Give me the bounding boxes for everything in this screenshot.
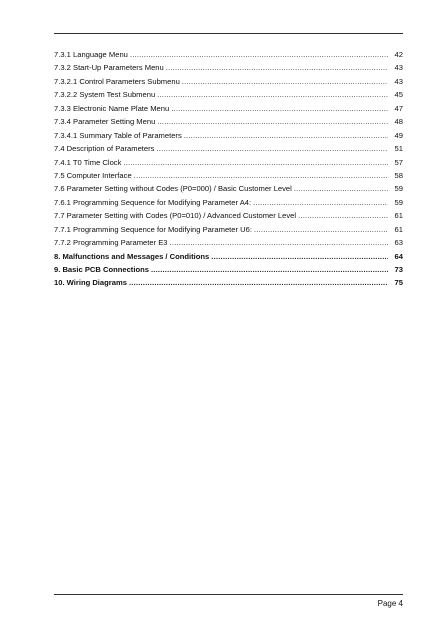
header-rule: [54, 33, 403, 34]
toc-entry-page: 45: [394, 90, 403, 100]
toc-entry-title: 7.4 Description of Parameters: [54, 144, 155, 154]
toc-entry-title: 7.3.4.1 Summary Table of Parameters: [54, 130, 182, 140]
toc-entry-page: 59: [394, 197, 403, 207]
toc-entry-title: 8. Malfunctions and Messages / Conditions: [54, 251, 210, 261]
page-number: Page 4: [377, 599, 403, 608]
toc-entry[interactable]: [54, 250, 403, 263]
toc-entry-title: 7.3.2 Start-Up Parameters Menu: [54, 63, 164, 73]
toc-entry[interactable]: [54, 209, 403, 222]
toc-entry-page: 75: [394, 278, 403, 288]
toc-entry[interactable]: [54, 61, 403, 74]
toc-dot-leader: [182, 75, 388, 88]
toc-dot-leader: [294, 182, 388, 195]
toc-entry-page: 42: [394, 50, 403, 59]
toc-entry-page: 59: [394, 184, 403, 194]
toc-dot-leader: [170, 236, 388, 249]
toc-entry-title: 7.3.2.1 Control Parameters Submenu: [54, 76, 180, 86]
toc-entry[interactable]: [54, 236, 403, 249]
toc-entry[interactable]: [54, 102, 403, 115]
toc-dot-leader: [166, 61, 388, 74]
toc-dot-leader: [253, 196, 388, 209]
toc-entry-page: 61: [394, 211, 403, 221]
toc-dot-leader: [123, 156, 388, 169]
toc-dot-leader: [298, 209, 388, 222]
toc-entry[interactable]: [54, 276, 403, 289]
toc-entry-page: 47: [394, 103, 403, 113]
toc-entry-title: 7.7 Parameter Setting with Codes (P0=010) / Advanced Customer Level: [54, 211, 297, 221]
toc-entry-title: 7.3.4 Parameter Setting Menu: [54, 117, 156, 127]
toc-entry-page: 48: [394, 117, 403, 127]
toc-entry-title: 7.6.1 Programming Sequence for Modifying Parameter A4:: [54, 197, 252, 207]
toc-entry-page: 61: [394, 224, 403, 234]
toc-entry-page: 49: [394, 130, 403, 140]
toc-dot-leader: [129, 276, 388, 289]
toc-entry-page: 57: [394, 157, 403, 167]
toc-entry-page: 64: [394, 251, 403, 261]
toc-entry[interactable]: [54, 115, 403, 128]
toc-dot-leader: [130, 48, 388, 61]
toc-entry-page: 63: [394, 238, 403, 248]
toc-entry[interactable]: [54, 75, 403, 88]
toc-entry-page: 51: [394, 144, 403, 154]
toc-dot-leader: [156, 142, 388, 155]
toc-entry[interactable]: [54, 88, 403, 101]
table-of-contents: [54, 48, 403, 290]
toc-entry-title: 7.4.1 T0 Time Clock: [54, 157, 122, 167]
toc-entry[interactable]: [54, 196, 403, 209]
toc-entry[interactable]: [54, 142, 403, 155]
toc-entry[interactable]: [54, 156, 403, 169]
toc-entry[interactable]: [54, 182, 403, 195]
toc-entry-page: 58: [394, 170, 403, 180]
toc-dot-leader: [254, 223, 388, 236]
toc-entry[interactable]: [54, 129, 403, 142]
toc-entry-title: 7.7.1 Programming Sequence for Modifying Parameter U6:: [54, 224, 252, 234]
toc-entry-title: 7.3.3 Electronic Name Plate Menu: [54, 103, 170, 113]
toc-entry[interactable]: [54, 263, 403, 276]
toc-dot-leader: [151, 263, 388, 276]
toc-dot-leader: [157, 115, 388, 128]
toc-entry-title: 7.6 Parameter Setting without Codes (P0=000) / Basic Customer Level: [54, 184, 292, 194]
toc-entry-page: 43: [394, 63, 403, 73]
toc-entry-page: 73: [394, 265, 403, 274]
footer-rule: [54, 594, 403, 595]
toc-dot-leader: [171, 102, 388, 115]
toc-entry-page: 43: [394, 76, 403, 86]
toc-entry-title: 7.3.2.2 System Test Submenu: [54, 90, 156, 100]
toc-entry[interactable]: [54, 48, 403, 61]
toc-dot-leader: [184, 129, 388, 142]
toc-dot-leader: [211, 250, 388, 263]
toc-entry[interactable]: [54, 169, 403, 182]
toc-entry-title: 7.7.2 Programming Parameter E3: [54, 238, 168, 248]
toc-entry-title: 7.3.1 Language Menu: [54, 50, 128, 59]
toc-dot-leader: [134, 169, 388, 182]
toc-entry-title: 7.5 Computer Interface: [54, 170, 132, 180]
toc-dot-leader: [157, 88, 388, 101]
toc-entry-title: 9. Basic PCB Connections: [54, 265, 149, 274]
toc-entry[interactable]: [54, 223, 403, 236]
toc-entry-title: 10. Wiring Diagrams: [54, 278, 127, 288]
